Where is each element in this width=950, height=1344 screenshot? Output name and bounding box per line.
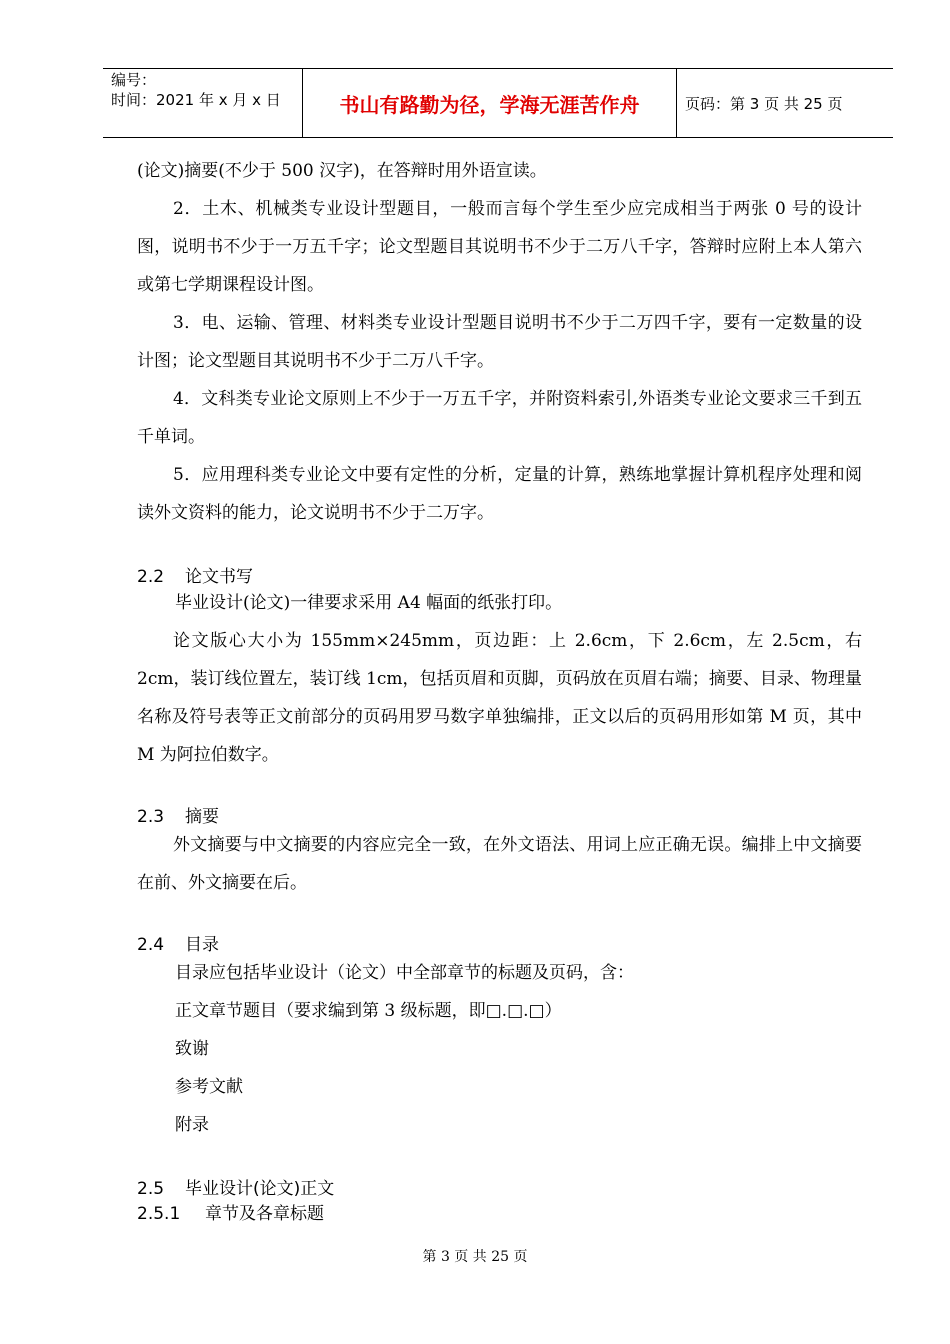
paragraph-abstract: (论文)摘要(不少于 500 汉字)，在答辩时用外语宣读。 [137, 161, 547, 181]
toc-item-references: 参考文献 [175, 1077, 243, 1097]
section-number: 2.3 [137, 807, 165, 827]
paragraph-item-5: 5．应用理科类专业论文中要有定性的分析，定量的计算，熟练地掌握计算机程序处理和阅读外文资料的能力，论文说明书不少于二万字。 [137, 465, 862, 523]
section-number: 2.4 [137, 935, 165, 955]
section-number: 2.5 [137, 1179, 165, 1199]
section-2-2-body [137, 584, 862, 774]
header-left [103, 69, 303, 137]
section-title: 毕业设计(论文)正文 [185, 1179, 335, 1199]
section-2-3-body [137, 826, 862, 902]
body-block-1 [137, 152, 862, 532]
section-number: 2.5.1 [137, 1204, 181, 1224]
section-2-4-body [137, 954, 862, 1144]
section-heading-2-5-1 [137, 1203, 324, 1225]
paragraph-abstract-rules: 外文摘要与中文摘要的内容应完全一致，在外文语法、用词上应正确无误。编排上中文摘要在前、外文摘要在后。 [137, 835, 862, 893]
header-page-label: 页码：第 3 页 共 25 页 [685, 94, 843, 113]
section-heading-2-5 [137, 1178, 334, 1200]
paragraph-toc: 目录应包括毕业设计（论文）中全部章节的标题及页码，含： [175, 963, 634, 983]
section-title: 论文书写 [185, 567, 253, 587]
section-heading-2-3 [137, 806, 219, 828]
paragraph-item-3: 3．电、运输、管理、材料类专业设计型题目说明书不少于二万四千字，要有一定数量的设计图；论文型题目其说明书不少于二万八千字。 [137, 313, 862, 371]
page-footer: 第 3 页 共 25 页 [422, 1249, 528, 1265]
header-time-label: 时间：2021 年 x 月 x 日 [111, 91, 281, 109]
toc-item-chapters: 正文章节题目（要求编到第 3 级标题，即□.□.□） [175, 1001, 562, 1021]
section-number: 2.2 [137, 567, 165, 587]
paragraph-layout: 论文版心大小为 155mm×245mm，页边距：上 2.6cm，下 2.6cm，左 2.5cm，右 2cm，装订线位置左，装订线 1cm，包括页眉和页脚，页码放在页眉右端；摘要、目录、物理量名称及符号表等正文前部分的页码用罗马数字单独编排，正文以后的页码用形如第 M 页，其中 M 为阿拉伯数字。 [137, 631, 862, 765]
paragraph-item-2: 2．土木、机械类专业设计型题目，一般而言每个学生至少应完成相当于两张 0 号的设计图，说明书不少于一万五千字；论文型题目其说明书不少于二万八千字，答辩时应附上本人第六或第七学期课程设计图。 [137, 199, 862, 295]
section-title: 摘要 [185, 807, 219, 827]
section-title: 章节及各章标题 [205, 1204, 324, 1224]
paragraph-paper: 毕业设计(论文)一律要求采用 A4 幅面的纸张打印。 [175, 593, 563, 613]
toc-item-thanks: 致谢 [175, 1039, 209, 1059]
toc-item-appendix: 附录 [175, 1115, 209, 1135]
header-number-label: 编号： [111, 71, 157, 89]
paragraph-item-4: 4．文科类专业论文原则上不少于一万五千字，并附资料索引,外语类专业论文要求三千到五千单词。 [137, 389, 862, 447]
section-title: 目录 [185, 935, 219, 955]
page-header [103, 68, 893, 138]
header-motto: 书山有路勤为径，学海无涯苦作舟 [303, 69, 677, 137]
section-heading-2-4 [137, 934, 219, 956]
